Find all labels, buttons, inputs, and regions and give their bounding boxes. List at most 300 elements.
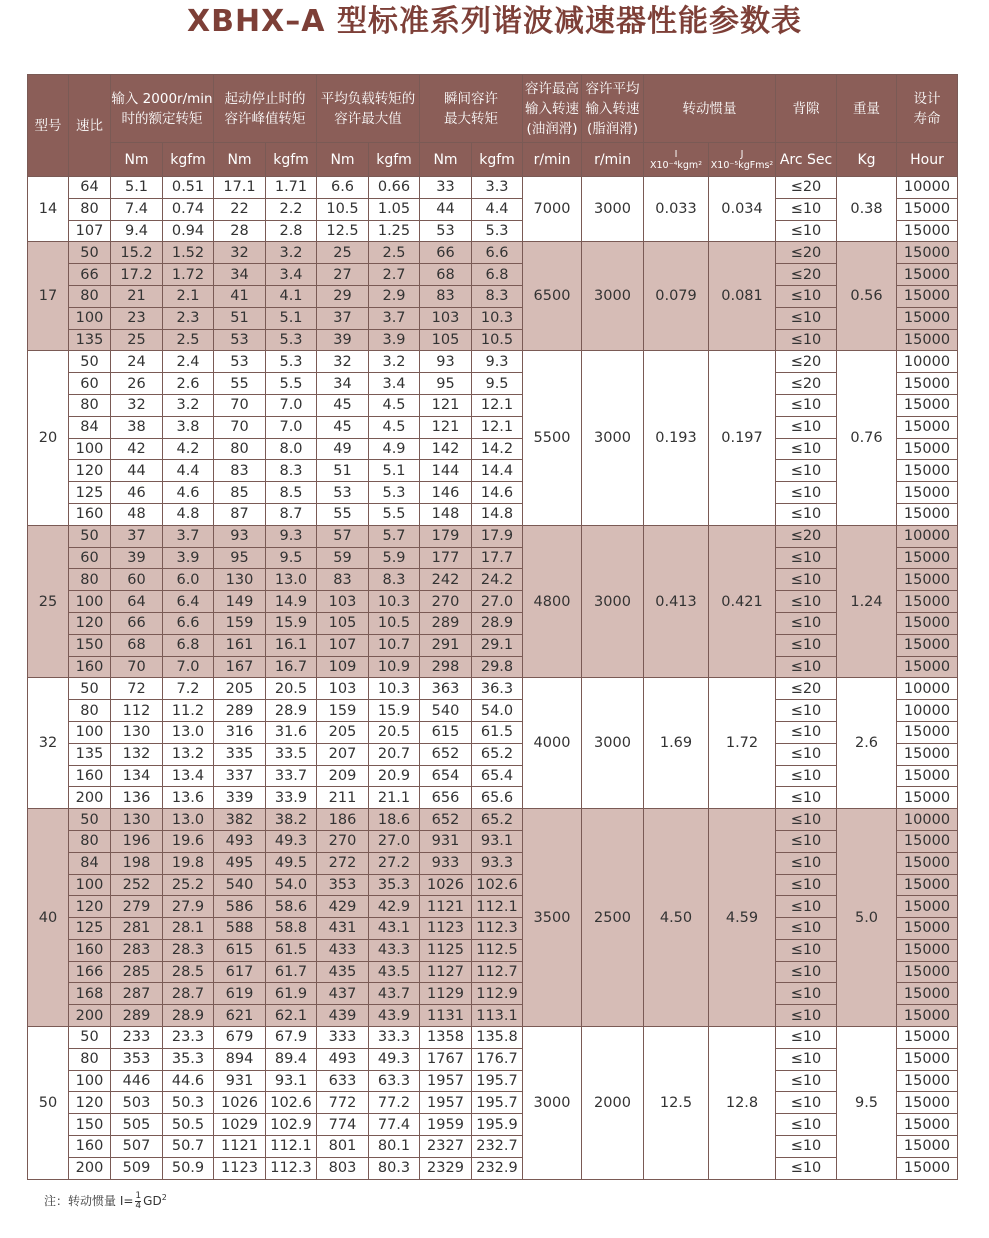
cell-peak-kgfm: 5.1 <box>266 307 317 329</box>
cell-instant-nm: 146 <box>420 482 472 504</box>
cell-rated-kgfm: 6.6 <box>163 612 214 634</box>
cell-peak-nm: 382 <box>214 809 266 831</box>
cell-life: 15000 <box>897 438 958 460</box>
cell-backlash: ≤10 <box>776 983 837 1005</box>
cell-backlash: ≤10 <box>776 1048 837 1070</box>
cell-backlash: ≤20 <box>776 177 837 199</box>
cell-peak-kgfm: 102.9 <box>266 1114 317 1136</box>
cell-instant-kgfm: 6.6 <box>472 242 523 264</box>
cell-instant-nm: 1129 <box>420 983 472 1005</box>
cell-backlash: ≤10 <box>776 961 837 983</box>
cell-backlash: ≤10 <box>776 1136 837 1158</box>
cell-instant-kgfm: 113.1 <box>472 1005 523 1027</box>
cell-ratio: 100 <box>69 438 111 460</box>
cell-avg-kgfm: 1.25 <box>369 220 420 242</box>
cell-peak-kgfm: 62.1 <box>266 1005 317 1027</box>
cell-instant-nm: 148 <box>420 503 472 525</box>
cell-ratio: 160 <box>69 503 111 525</box>
cell-backlash: ≤10 <box>776 1005 837 1027</box>
unit-inertia-j <box>709 143 776 177</box>
cell-avg-kgfm: 49.3 <box>369 1048 420 1070</box>
cell-inertia-j: 12.8 <box>709 1027 776 1180</box>
footnote <box>44 1192 167 1211</box>
cell-backlash: ≤20 <box>776 264 837 286</box>
cell-backlash: ≤10 <box>776 438 837 460</box>
table-row <box>28 983 958 1005</box>
table-row <box>28 721 958 743</box>
cell-ratio: 120 <box>69 896 111 918</box>
cell-avg-nm: 6.6 <box>317 177 369 199</box>
cell-rated-kgfm: 27.9 <box>163 896 214 918</box>
cell-ratio: 125 <box>69 482 111 504</box>
cell-avg-kgfm: 2.9 <box>369 285 420 307</box>
cell-instant-kgfm: 14.6 <box>472 482 523 504</box>
cell-peak-kgfm: 58.6 <box>266 896 317 918</box>
cell-rated-kgfm: 19.6 <box>163 830 214 852</box>
cell-life: 15000 <box>897 394 958 416</box>
cell-instant-kgfm: 112.7 <box>472 961 523 983</box>
cell-rated-nm: 130 <box>111 809 163 831</box>
cell-instant-nm: 242 <box>420 569 472 591</box>
cell-life: 15000 <box>897 1114 958 1136</box>
unit-nm: Nm <box>111 143 163 177</box>
table-row <box>28 896 958 918</box>
table-body <box>28 177 958 1180</box>
cell-backlash: ≤20 <box>776 242 837 264</box>
cell-rated-kgfm: 50.3 <box>163 1092 214 1114</box>
cell-peak-nm: 167 <box>214 656 266 678</box>
cell-inertia-j: 0.034 <box>709 177 776 242</box>
cell-instant-nm: 540 <box>420 700 472 722</box>
cell-avg-kgfm: 5.7 <box>369 525 420 547</box>
cell-peak-kgfm: 9.3 <box>266 525 317 547</box>
header-avg-torque <box>317 75 420 143</box>
cell-life: 15000 <box>897 460 958 482</box>
cell-ratio: 135 <box>69 329 111 351</box>
cell-instant-kgfm: 112.5 <box>472 939 523 961</box>
header-avg-speed <box>582 75 644 143</box>
cell-rated-kgfm: 4.6 <box>163 482 214 504</box>
cell-life: 10000 <box>897 351 958 373</box>
cell-rated-nm: 281 <box>111 918 163 940</box>
cell-backlash: ≤10 <box>776 918 837 940</box>
cell-rated-nm: 46 <box>111 482 163 504</box>
cell-backlash: ≤20 <box>776 678 837 700</box>
cell-rated-kgfm: 50.5 <box>163 1114 214 1136</box>
cell-avg-nm: 59 <box>317 547 369 569</box>
cell-instant-kgfm: 29.1 <box>472 634 523 656</box>
cell-avg-kgfm: 10.7 <box>369 634 420 656</box>
cell-avg-speed: 3000 <box>582 678 644 809</box>
cell-model: 50 <box>28 1027 69 1180</box>
cell-backlash: ≤10 <box>776 547 837 569</box>
cell-backlash: ≤10 <box>776 700 837 722</box>
cell-rated-nm: 9.4 <box>111 220 163 242</box>
cell-instant-kgfm: 5.3 <box>472 220 523 242</box>
cell-rated-nm: 25 <box>111 329 163 351</box>
cell-instant-kgfm: 232.7 <box>472 1136 523 1158</box>
cell-backlash: ≤10 <box>776 896 837 918</box>
cell-instant-kgfm: 54.0 <box>472 700 523 722</box>
cell-instant-nm: 291 <box>420 634 472 656</box>
table-row <box>28 438 958 460</box>
cell-backlash: ≤10 <box>776 612 837 634</box>
cell-peak-nm: 53 <box>214 329 266 351</box>
cell-peak-nm: 316 <box>214 721 266 743</box>
cell-peak-kgfm: 58.8 <box>266 918 317 940</box>
cell-max-speed: 4800 <box>523 525 582 678</box>
cell-life: 10000 <box>897 177 958 199</box>
cell-peak-nm: 83 <box>214 460 266 482</box>
cell-peak-nm: 588 <box>214 918 266 940</box>
cell-avg-kgfm: 15.9 <box>369 700 420 722</box>
cell-avg-kgfm: 18.6 <box>369 809 420 831</box>
cell-instant-kgfm: 112.1 <box>472 896 523 918</box>
cell-avg-nm: 53 <box>317 482 369 504</box>
cell-instant-nm: 289 <box>420 612 472 634</box>
table-header <box>28 75 958 177</box>
cell-ratio: 107 <box>69 220 111 242</box>
cell-peak-kgfm: 89.4 <box>266 1048 317 1070</box>
cell-peak-kgfm: 2.2 <box>266 198 317 220</box>
cell-instant-kgfm: 12.1 <box>472 416 523 438</box>
cell-instant-nm: 83 <box>420 285 472 307</box>
cell-life: 15000 <box>897 373 958 395</box>
cell-inertia-j: 0.197 <box>709 351 776 525</box>
cell-instant-nm: 33 <box>420 177 472 199</box>
cell-max-speed: 5500 <box>523 351 582 525</box>
cell-backlash: ≤10 <box>776 743 837 765</box>
cell-model: 40 <box>28 809 69 1027</box>
cell-life: 15000 <box>897 307 958 329</box>
cell-peak-kgfm: 16.7 <box>266 656 317 678</box>
table-row <box>28 329 958 351</box>
cell-instant-kgfm: 93.1 <box>472 830 523 852</box>
header-peak-torque <box>214 75 317 143</box>
cell-peak-kgfm: 38.2 <box>266 809 317 831</box>
cell-peak-nm: 51 <box>214 307 266 329</box>
cell-avg-nm: 801 <box>317 1136 369 1158</box>
unit-nm: Nm <box>214 143 266 177</box>
cell-backlash: ≤10 <box>776 787 837 809</box>
cell-rated-kgfm: 28.1 <box>163 918 214 940</box>
cell-peak-nm: 205 <box>214 678 266 700</box>
cell-avg-kgfm: 33.3 <box>369 1027 420 1049</box>
cell-ratio: 160 <box>69 1136 111 1158</box>
cell-avg-kgfm: 10.3 <box>369 591 420 613</box>
fraction-denominator: 4 <box>135 1201 142 1211</box>
cell-life: 15000 <box>897 1070 958 1092</box>
cell-avg-nm: 25 <box>317 242 369 264</box>
cell-avg-speed: 3000 <box>582 242 644 351</box>
cell-ratio: 120 <box>69 1092 111 1114</box>
cell-ratio: 120 <box>69 612 111 634</box>
header-model: 型号 <box>28 75 69 177</box>
footnote-superscript: 2 <box>161 1193 167 1202</box>
header-avg-speed-line1: 容许平均 <box>585 80 640 97</box>
cell-avg-nm: 29 <box>317 285 369 307</box>
cell-instant-nm: 66 <box>420 242 472 264</box>
table-row <box>28 242 958 264</box>
table-row <box>28 830 958 852</box>
cell-life: 15000 <box>897 503 958 525</box>
table-row <box>28 678 958 700</box>
cell-backlash: ≤10 <box>776 394 837 416</box>
cell-peak-nm: 615 <box>214 939 266 961</box>
cell-peak-kgfm: 7.0 <box>266 394 317 416</box>
cell-instant-kgfm: 4.4 <box>472 198 523 220</box>
cell-rated-nm: 48 <box>111 503 163 525</box>
cell-rated-nm: 44 <box>111 460 163 482</box>
cell-avg-nm: 439 <box>317 1005 369 1027</box>
cell-instant-kgfm: 12.1 <box>472 394 523 416</box>
cell-peak-kgfm: 5.3 <box>266 329 317 351</box>
table-row <box>28 525 958 547</box>
cell-life: 15000 <box>897 743 958 765</box>
cell-rated-nm: 446 <box>111 1070 163 1092</box>
cell-weight: 0.56 <box>837 242 897 351</box>
cell-avg-nm: 51 <box>317 460 369 482</box>
header-peak-torque-line2: 容许峰值转矩 <box>224 110 306 127</box>
cell-ratio: 50 <box>69 678 111 700</box>
cell-rated-kgfm: 28.7 <box>163 983 214 1005</box>
header-avg-speed-line2: 输入转速 <box>585 100 640 117</box>
cell-peak-nm: 87 <box>214 503 266 525</box>
cell-instant-nm: 656 <box>420 787 472 809</box>
cell-avg-speed: 3000 <box>582 177 644 242</box>
cell-instant-nm: 103 <box>420 307 472 329</box>
cell-instant-nm: 363 <box>420 678 472 700</box>
cell-instant-kgfm: 14.2 <box>472 438 523 460</box>
cell-life: 15000 <box>897 852 958 874</box>
cell-ratio: 168 <box>69 983 111 1005</box>
cell-avg-kgfm: 42.9 <box>369 896 420 918</box>
cell-peak-kgfm: 49.5 <box>266 852 317 874</box>
cell-avg-nm: 105 <box>317 612 369 634</box>
cell-ratio: 200 <box>69 1157 111 1179</box>
cell-rated-kgfm: 23.3 <box>163 1027 214 1049</box>
cell-instant-kgfm: 10.3 <box>472 307 523 329</box>
table-row <box>28 416 958 438</box>
cell-rated-nm: 42 <box>111 438 163 460</box>
cell-ratio: 80 <box>69 1048 111 1070</box>
cell-rated-nm: 39 <box>111 547 163 569</box>
cell-peak-nm: 149 <box>214 591 266 613</box>
cell-rated-kgfm: 13.4 <box>163 765 214 787</box>
cell-rated-nm: 233 <box>111 1027 163 1049</box>
header-instant-torque <box>420 75 523 143</box>
cell-max-speed: 7000 <box>523 177 582 242</box>
cell-ratio: 100 <box>69 307 111 329</box>
cell-instant-kgfm: 65.4 <box>472 765 523 787</box>
cell-backlash: ≤10 <box>776 460 837 482</box>
cell-instant-nm: 1957 <box>420 1092 472 1114</box>
cell-avg-kgfm: 3.9 <box>369 329 420 351</box>
cell-avg-nm: 109 <box>317 656 369 678</box>
cell-avg-kgfm: 5.5 <box>369 503 420 525</box>
cell-backlash: ≤10 <box>776 329 837 351</box>
cell-avg-nm: 39 <box>317 329 369 351</box>
cell-avg-nm: 429 <box>317 896 369 918</box>
cell-instant-nm: 44 <box>420 198 472 220</box>
cell-backlash: ≤10 <box>776 591 837 613</box>
cell-avg-nm: 333 <box>317 1027 369 1049</box>
table-row <box>28 351 958 373</box>
cell-backlash: ≤10 <box>776 416 837 438</box>
cell-life: 15000 <box>897 242 958 264</box>
unit-rpm: r/min <box>523 143 582 177</box>
cell-avg-kgfm: 35.3 <box>369 874 420 896</box>
cell-ratio: 100 <box>69 721 111 743</box>
cell-peak-kgfm: 49.3 <box>266 830 317 852</box>
cell-avg-kgfm: 21.1 <box>369 787 420 809</box>
header-life-line2: 寿命 <box>913 110 941 127</box>
cell-rated-nm: 21 <box>111 285 163 307</box>
cell-life: 10000 <box>897 678 958 700</box>
cell-weight: 9.5 <box>837 1027 897 1180</box>
cell-rated-nm: 136 <box>111 787 163 809</box>
unit-kgfm: kgfm <box>369 143 420 177</box>
cell-avg-nm: 493 <box>317 1048 369 1070</box>
cell-ratio: 80 <box>69 700 111 722</box>
cell-rated-kgfm: 7.2 <box>163 678 214 700</box>
header-max-speed-line2: 输入转速 <box>525 100 579 117</box>
cell-model: 14 <box>28 177 69 242</box>
cell-avg-nm: 57 <box>317 525 369 547</box>
cell-instant-nm: 121 <box>420 394 472 416</box>
cell-rated-kgfm: 50.9 <box>163 1157 214 1179</box>
cell-backlash: ≤10 <box>776 1157 837 1179</box>
cell-avg-nm: 633 <box>317 1070 369 1092</box>
table-row <box>28 765 958 787</box>
cell-instant-kgfm: 27.0 <box>472 591 523 613</box>
cell-rated-nm: 24 <box>111 351 163 373</box>
cell-rated-nm: 5.1 <box>111 177 163 199</box>
header-instant-torque-line2: 最大转矩 <box>444 110 498 127</box>
cell-rated-kgfm: 2.4 <box>163 351 214 373</box>
cell-peak-kgfm: 8.7 <box>266 503 317 525</box>
cell-peak-kgfm: 16.1 <box>266 634 317 656</box>
unit-kgfm: kgfm <box>163 143 214 177</box>
table-row <box>28 852 958 874</box>
cell-rated-kgfm: 3.9 <box>163 547 214 569</box>
cell-ratio: 66 <box>69 264 111 286</box>
cell-avg-nm: 12.5 <box>317 220 369 242</box>
unit-hour: Hour <box>897 143 958 177</box>
cell-backlash: ≤10 <box>776 198 837 220</box>
cell-avg-kgfm: 5.3 <box>369 482 420 504</box>
unit-inertia-j-unit: X10⁻⁵kgFms² <box>710 159 774 171</box>
cell-peak-nm: 495 <box>214 852 266 874</box>
cell-instant-nm: 1131 <box>420 1005 472 1027</box>
cell-ratio: 64 <box>69 177 111 199</box>
table-row <box>28 547 958 569</box>
cell-rated-kgfm: 3.8 <box>163 416 214 438</box>
cell-avg-kgfm: 4.5 <box>369 394 420 416</box>
cell-rated-nm: 26 <box>111 373 163 395</box>
cell-rated-nm: 72 <box>111 678 163 700</box>
cell-rated-nm: 287 <box>111 983 163 1005</box>
cell-instant-kgfm: 112.9 <box>472 983 523 1005</box>
cell-peak-nm: 93 <box>214 525 266 547</box>
cell-instant-nm: 2327 <box>420 1136 472 1158</box>
cell-avg-nm: 772 <box>317 1092 369 1114</box>
cell-life: 15000 <box>897 1092 958 1114</box>
cell-ratio: 84 <box>69 852 111 874</box>
cell-rated-kgfm: 6.8 <box>163 634 214 656</box>
cell-instant-nm: 105 <box>420 329 472 351</box>
cell-peak-kgfm: 33.7 <box>266 765 317 787</box>
cell-instant-nm: 142 <box>420 438 472 460</box>
cell-backlash: ≤10 <box>776 1114 837 1136</box>
cell-rated-nm: 196 <box>111 830 163 852</box>
cell-rated-kgfm: 13.2 <box>163 743 214 765</box>
cell-avg-kgfm: 43.5 <box>369 961 420 983</box>
cell-peak-nm: 619 <box>214 983 266 1005</box>
cell-rated-nm: 37 <box>111 525 163 547</box>
cell-life: 15000 <box>897 264 958 286</box>
cell-rated-kgfm: 1.52 <box>163 242 214 264</box>
table-row <box>28 634 958 656</box>
cell-ratio: 150 <box>69 1114 111 1136</box>
cell-rated-kgfm: 28.5 <box>163 961 214 983</box>
cell-backlash: ≤10 <box>776 1070 837 1092</box>
table-row <box>28 394 958 416</box>
cell-peak-kgfm: 67.9 <box>266 1027 317 1049</box>
header-life-line1: 设计 <box>913 90 941 107</box>
header-inertia: 转动惯量 <box>644 75 776 143</box>
cell-life: 15000 <box>897 1048 958 1070</box>
cell-peak-nm: 617 <box>214 961 266 983</box>
table-row <box>28 700 958 722</box>
cell-inertia-i: 0.193 <box>644 351 709 525</box>
cell-inertia-j: 4.59 <box>709 809 776 1027</box>
cell-instant-nm: 933 <box>420 852 472 874</box>
cell-avg-kgfm: 80.1 <box>369 1136 420 1158</box>
cell-peak-nm: 1026 <box>214 1092 266 1114</box>
cell-life: 15000 <box>897 765 958 787</box>
cell-backlash: ≤10 <box>776 852 837 874</box>
cell-peak-kgfm: 112.1 <box>266 1136 317 1158</box>
cell-avg-nm: 186 <box>317 809 369 831</box>
cell-backlash: ≤20 <box>776 525 837 547</box>
cell-ratio: 80 <box>69 285 111 307</box>
table-row <box>28 1114 958 1136</box>
cell-avg-nm: 272 <box>317 852 369 874</box>
cell-peak-kgfm: 3.4 <box>266 264 317 286</box>
cell-avg-kgfm: 20.7 <box>369 743 420 765</box>
table-row <box>28 1005 958 1027</box>
cell-rated-kgfm: 11.2 <box>163 700 214 722</box>
cell-life: 15000 <box>897 329 958 351</box>
cell-avg-kgfm: 10.3 <box>369 678 420 700</box>
cell-peak-kgfm: 8.0 <box>266 438 317 460</box>
unit-arcsec: Arc Sec <box>776 143 837 177</box>
unit-nm: Nm <box>317 143 369 177</box>
cell-rated-nm: 15.2 <box>111 242 163 264</box>
cell-rated-nm: 60 <box>111 569 163 591</box>
cell-instant-kgfm: 65.6 <box>472 787 523 809</box>
cell-peak-nm: 894 <box>214 1048 266 1070</box>
cell-backlash: ≤10 <box>776 809 837 831</box>
cell-rated-kgfm: 6.0 <box>163 569 214 591</box>
cell-peak-nm: 289 <box>214 700 266 722</box>
table-row <box>28 743 958 765</box>
cell-rated-nm: 32 <box>111 394 163 416</box>
cell-instant-kgfm: 36.3 <box>472 678 523 700</box>
cell-life: 15000 <box>897 1027 958 1049</box>
cell-avg-kgfm: 80.3 <box>369 1157 420 1179</box>
